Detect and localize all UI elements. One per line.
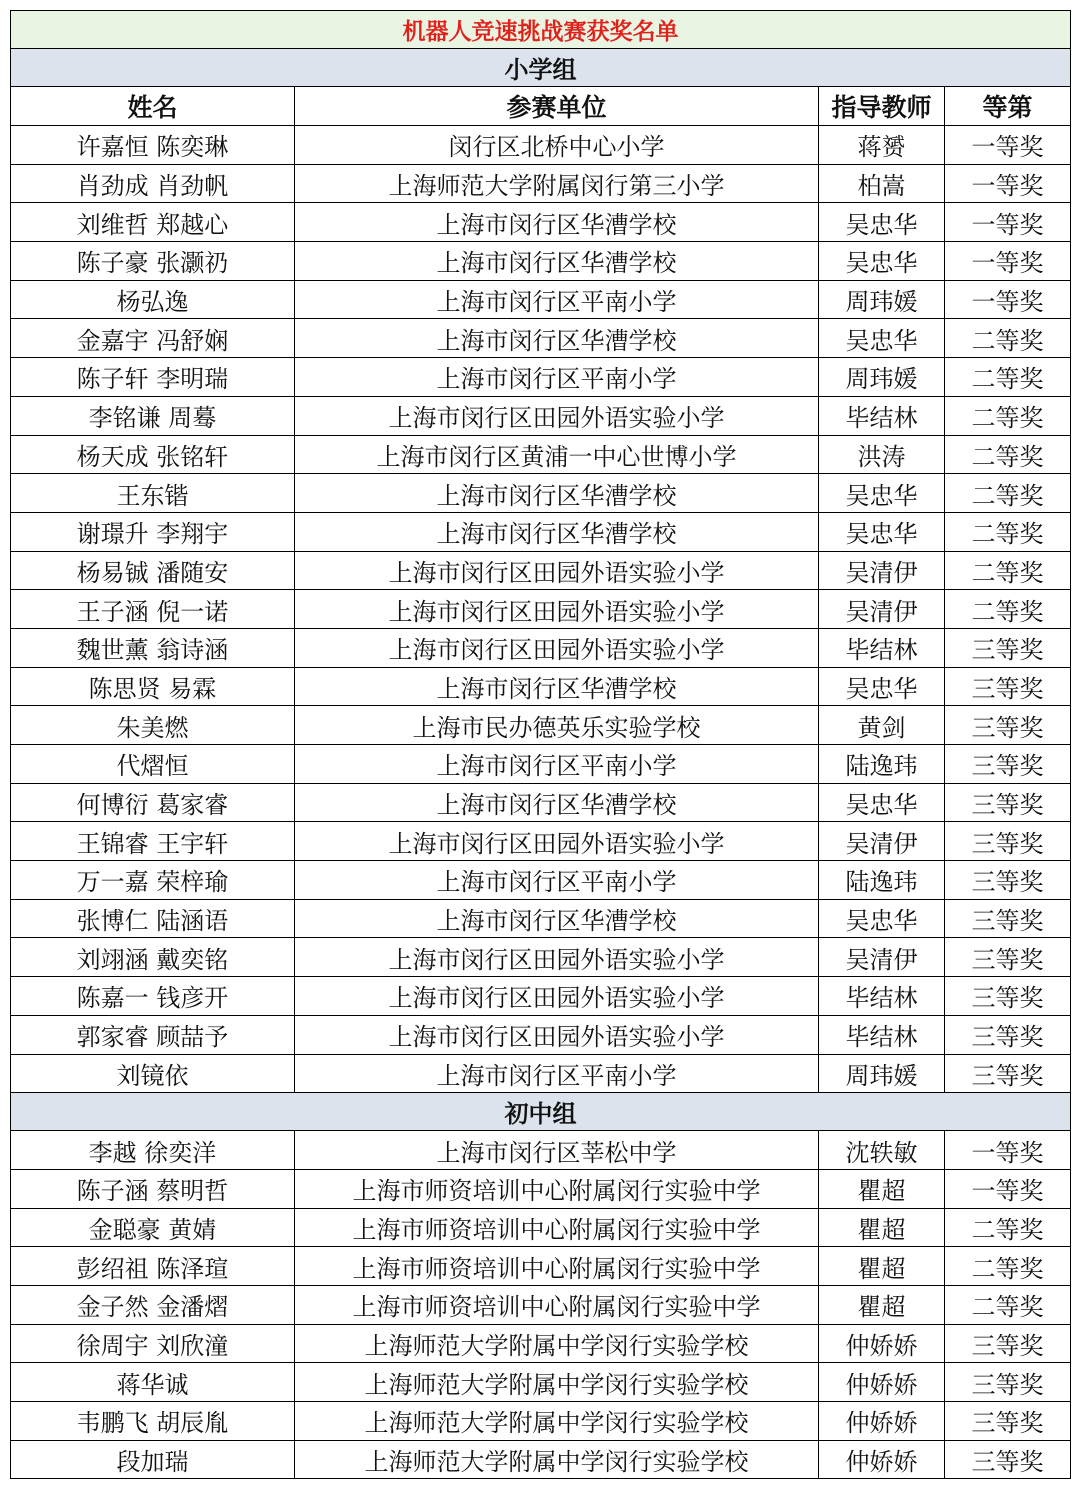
cell-unit: 上海市师资培训中心附属闵行实验中学 (295, 1208, 819, 1247)
cell-name: 魏世薰 翁诗涵 (11, 628, 295, 667)
cell-unit: 上海市闵行区莘松中学 (295, 1131, 819, 1170)
cell-grade: 三等奖 (945, 1402, 1071, 1441)
cell-unit: 上海师范大学附属中学闵行实验学校 (295, 1440, 819, 1479)
cell-grade: 二等奖 (945, 358, 1071, 397)
cell-teacher: 沈轶敏 (819, 1131, 945, 1170)
cell-name: 蒋华诚 (11, 1363, 295, 1402)
cell-name: 陈思贤 易霖 (11, 667, 295, 706)
cell-teacher: 吴忠华 (819, 242, 945, 281)
cell-teacher: 吴忠华 (819, 783, 945, 822)
cell-teacher: 吴清伊 (819, 822, 945, 861)
cell-unit: 上海市闵行区田园外语实验小学 (295, 396, 819, 435)
cell-grade: 二等奖 (945, 1285, 1071, 1324)
cell-teacher: 毕结林 (819, 628, 945, 667)
cell-teacher: 仲娇娇 (819, 1402, 945, 1441)
header-teacher: 指导教师 (819, 87, 945, 126)
group-title: 小学组 (11, 49, 1071, 87)
cell-teacher: 周玮媛 (819, 280, 945, 319)
cell-name: 金子然 金潘熠 (11, 1285, 295, 1324)
cell-grade: 二等奖 (945, 1247, 1071, 1286)
cell-teacher: 吴忠华 (819, 667, 945, 706)
cell-grade: 二等奖 (945, 590, 1071, 629)
cell-name: 刘翊涵 戴奕铭 (11, 938, 295, 977)
table-row (11, 1131, 1071, 1170)
cell-teacher: 吴清伊 (819, 590, 945, 629)
table-row (11, 396, 1071, 435)
table-row (11, 1363, 1071, 1402)
table-row (11, 745, 1071, 784)
table-row (11, 899, 1071, 938)
cell-grade: 三等奖 (945, 706, 1071, 745)
cell-grade: 二等奖 (945, 512, 1071, 551)
cell-name: 万一嘉 荣梓瑜 (11, 861, 295, 900)
cell-unit: 上海市闵行区田园外语实验小学 (295, 551, 819, 590)
cell-grade: 一等奖 (945, 126, 1071, 165)
table-row (11, 358, 1071, 397)
cell-name: 李越 徐奕洋 (11, 1131, 295, 1170)
cell-unit: 上海师范大学附属闵行第三小学 (295, 164, 819, 203)
cell-unit: 上海市闵行区华漕学校 (295, 512, 819, 551)
table-row (11, 1169, 1071, 1208)
cell-teacher: 柏嵩 (819, 164, 945, 203)
cell-teacher: 瞿超 (819, 1247, 945, 1286)
cell-unit: 上海师范大学附属中学闵行实验学校 (295, 1324, 819, 1363)
table-row (11, 203, 1071, 242)
table-row (11, 667, 1071, 706)
cell-teacher: 毕结林 (819, 396, 945, 435)
cell-teacher: 瞿超 (819, 1285, 945, 1324)
cell-unit: 上海市闵行区平南小学 (295, 280, 819, 319)
table-row (11, 280, 1071, 319)
cell-grade: 三等奖 (945, 628, 1071, 667)
cell-grade: 二等奖 (945, 319, 1071, 358)
cell-grade: 一等奖 (945, 203, 1071, 242)
cell-unit: 上海师范大学附属中学闵行实验学校 (295, 1363, 819, 1402)
table-row (11, 938, 1071, 977)
table-row (11, 1247, 1071, 1286)
cell-grade: 三等奖 (945, 1054, 1071, 1093)
table-row (11, 706, 1071, 745)
table-row (11, 1015, 1071, 1054)
table-row (11, 590, 1071, 629)
cell-grade: 三等奖 (945, 783, 1071, 822)
cell-unit: 上海市闵行区华漕学校 (295, 899, 819, 938)
cell-unit: 上海市闵行区黄浦一中心世博小学 (295, 435, 819, 474)
cell-grade: 三等奖 (945, 822, 1071, 861)
cell-name: 代熠恒 (11, 745, 295, 784)
cell-teacher: 吴忠华 (819, 319, 945, 358)
cell-name: 段加瑞 (11, 1440, 295, 1479)
cell-unit: 上海市闵行区田园外语实验小学 (295, 938, 819, 977)
cell-grade: 三等奖 (945, 861, 1071, 900)
cell-teacher: 吴忠华 (819, 203, 945, 242)
cell-grade: 一等奖 (945, 1131, 1071, 1170)
group-row (11, 1093, 1071, 1131)
cell-grade: 三等奖 (945, 977, 1071, 1016)
cell-unit: 上海市闵行区田园外语实验小学 (295, 1015, 819, 1054)
cell-grade: 三等奖 (945, 1440, 1071, 1479)
header-grade: 等第 (945, 87, 1071, 126)
cell-name: 韦鹏飞 胡辰胤 (11, 1402, 295, 1441)
cell-teacher: 毕结林 (819, 977, 945, 1016)
cell-name: 杨天成 张铭轩 (11, 435, 295, 474)
cell-unit: 闵行区北桥中心小学 (295, 126, 819, 165)
table-row (11, 512, 1071, 551)
table-row (11, 126, 1071, 165)
cell-unit: 上海市闵行区华漕学校 (295, 242, 819, 281)
cell-name: 杨易铖 潘随安 (11, 551, 295, 590)
cell-grade: 一等奖 (945, 164, 1071, 203)
cell-grade: 三等奖 (945, 667, 1071, 706)
table-row (11, 1440, 1071, 1479)
table-row (11, 1324, 1071, 1363)
cell-unit: 上海市闵行区平南小学 (295, 745, 819, 784)
cell-name: 王东锴 (11, 474, 295, 513)
cell-teacher: 吴忠华 (819, 474, 945, 513)
table-row (11, 861, 1071, 900)
table-row (11, 242, 1071, 281)
cell-name: 肖劲成 肖劲帆 (11, 164, 295, 203)
cell-unit: 上海市闵行区田园外语实验小学 (295, 977, 819, 1016)
cell-name: 郭家睿 顾喆予 (11, 1015, 295, 1054)
table-row (11, 164, 1071, 203)
cell-unit: 上海市闵行区平南小学 (295, 861, 819, 900)
cell-teacher: 周玮媛 (819, 358, 945, 397)
cell-name: 谢璟升 李翔宇 (11, 512, 295, 551)
award-sheet (10, 10, 1070, 1479)
cell-unit: 上海市闵行区华漕学校 (295, 667, 819, 706)
group-row (11, 49, 1071, 87)
cell-grade: 一等奖 (945, 1169, 1071, 1208)
cell-name: 何博衍 葛家睿 (11, 783, 295, 822)
cell-grade: 二等奖 (945, 474, 1071, 513)
table-row (11, 977, 1071, 1016)
cell-name: 李铭谦 周蓦 (11, 396, 295, 435)
cell-name: 金聪豪 黄婧 (11, 1208, 295, 1247)
cell-name: 陈子豪 张灏礽 (11, 242, 295, 281)
cell-unit: 上海市闵行区华漕学校 (295, 319, 819, 358)
header-unit: 参赛单位 (295, 87, 819, 126)
cell-name: 王锦睿 王宇轩 (11, 822, 295, 861)
title-row (11, 11, 1071, 49)
table-row (11, 1054, 1071, 1093)
cell-unit: 上海市闵行区华漕学校 (295, 474, 819, 513)
cell-name: 许嘉恒 陈奕琳 (11, 126, 295, 165)
award-table-body (11, 11, 1071, 1479)
cell-unit: 上海市闵行区田园外语实验小学 (295, 628, 819, 667)
cell-grade: 三等奖 (945, 899, 1071, 938)
cell-unit: 上海师范大学附属中学闵行实验学校 (295, 1402, 819, 1441)
cell-name: 刘维哲 郑越心 (11, 203, 295, 242)
cell-teacher: 毕结林 (819, 1015, 945, 1054)
cell-unit: 上海市师资培训中心附属闵行实验中学 (295, 1247, 819, 1286)
table-row (11, 474, 1071, 513)
cell-teacher: 陆逸玮 (819, 745, 945, 784)
table-row (11, 435, 1071, 474)
cell-teacher: 吴清伊 (819, 551, 945, 590)
table-row (11, 551, 1071, 590)
page-title: 机器人竞速挑战赛获奖名单 (11, 11, 1071, 49)
award-table (10, 10, 1071, 1479)
cell-teacher: 吴忠华 (819, 512, 945, 551)
cell-unit: 上海市闵行区平南小学 (295, 1054, 819, 1093)
cell-teacher: 仲娇娇 (819, 1440, 945, 1479)
cell-unit: 上海市师资培训中心附属闵行实验中学 (295, 1285, 819, 1324)
table-row (11, 783, 1071, 822)
cell-name: 陈子涵 蔡明哲 (11, 1169, 295, 1208)
cell-teacher: 吴清伊 (819, 938, 945, 977)
cell-teacher: 洪涛 (819, 435, 945, 474)
cell-name: 彭绍祖 陈泽瑄 (11, 1247, 295, 1286)
cell-unit: 上海市闵行区田园外语实验小学 (295, 822, 819, 861)
cell-grade: 三等奖 (945, 1015, 1071, 1054)
header-row (11, 87, 1071, 126)
table-row (11, 1208, 1071, 1247)
cell-name: 金嘉宇 冯舒娴 (11, 319, 295, 358)
cell-teacher: 瞿超 (819, 1208, 945, 1247)
cell-grade: 三等奖 (945, 1363, 1071, 1402)
table-row (11, 1402, 1071, 1441)
cell-teacher: 仲娇娇 (819, 1324, 945, 1363)
cell-grade: 三等奖 (945, 1324, 1071, 1363)
cell-name: 徐周宇 刘欣潼 (11, 1324, 295, 1363)
header-name: 姓名 (11, 87, 295, 126)
cell-unit: 上海市闵行区平南小学 (295, 358, 819, 397)
cell-unit: 上海市闵行区华漕学校 (295, 203, 819, 242)
cell-teacher: 仲娇娇 (819, 1363, 945, 1402)
cell-name: 朱美燃 (11, 706, 295, 745)
cell-grade: 二等奖 (945, 396, 1071, 435)
cell-grade: 一等奖 (945, 242, 1071, 281)
cell-grade: 二等奖 (945, 551, 1071, 590)
group-title: 初中组 (11, 1093, 1071, 1131)
cell-grade: 二等奖 (945, 1208, 1071, 1247)
table-row (11, 1285, 1071, 1324)
cell-teacher: 周玮媛 (819, 1054, 945, 1093)
table-row (11, 822, 1071, 861)
cell-grade: 三等奖 (945, 745, 1071, 784)
cell-name: 刘镜依 (11, 1054, 295, 1093)
table-row (11, 319, 1071, 358)
table-row (11, 628, 1071, 667)
cell-teacher: 黄剑 (819, 706, 945, 745)
cell-name: 陈嘉一 钱彦开 (11, 977, 295, 1016)
cell-unit: 上海市闵行区田园外语实验小学 (295, 590, 819, 629)
cell-teacher: 蒋赟 (819, 126, 945, 165)
cell-unit: 上海市闵行区华漕学校 (295, 783, 819, 822)
cell-teacher: 陆逸玮 (819, 861, 945, 900)
cell-grade: 二等奖 (945, 435, 1071, 474)
cell-grade: 三等奖 (945, 938, 1071, 977)
cell-unit: 上海市民办德英乐实验学校 (295, 706, 819, 745)
cell-teacher: 瞿超 (819, 1169, 945, 1208)
cell-name: 张博仁 陆涵语 (11, 899, 295, 938)
cell-name: 杨弘逸 (11, 280, 295, 319)
cell-grade: 一等奖 (945, 280, 1071, 319)
cell-name: 王子涵 倪一诺 (11, 590, 295, 629)
cell-teacher: 吴忠华 (819, 899, 945, 938)
cell-unit: 上海市师资培训中心附属闵行实验中学 (295, 1169, 819, 1208)
cell-name: 陈子轩 李明瑞 (11, 358, 295, 397)
